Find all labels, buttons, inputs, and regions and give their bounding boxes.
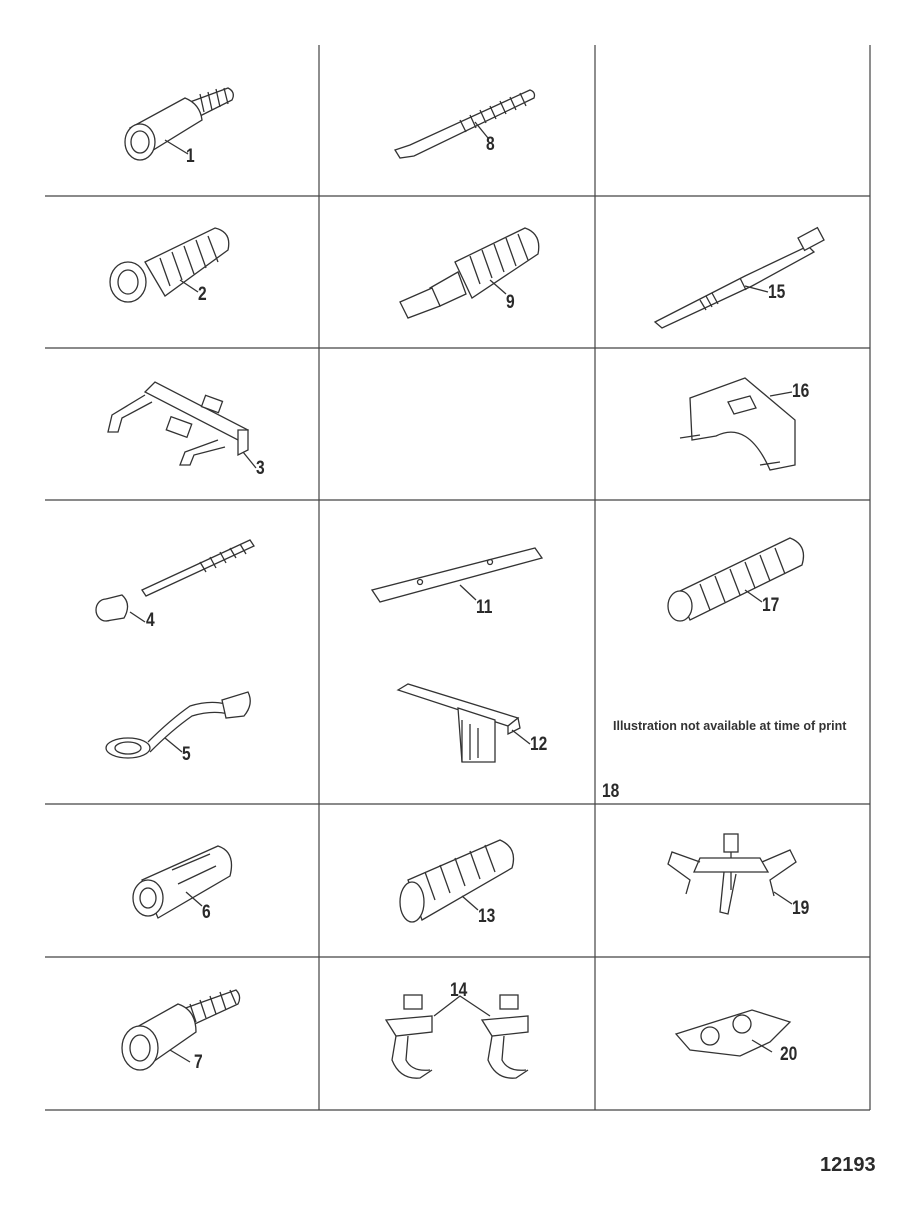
tool-19-drawing (668, 834, 796, 914)
document-number: 12193 (820, 1154, 876, 1176)
item-label-1: 1 (186, 146, 195, 167)
item-label-17: 17 (762, 595, 780, 616)
tool-5-drawing (106, 692, 250, 758)
item-label-6: 6 (202, 902, 211, 923)
tool-2-drawing (110, 228, 229, 302)
tool-12-drawing (398, 684, 530, 762)
item-label-13: 13 (478, 906, 496, 927)
tool-6-drawing (133, 846, 232, 918)
item-label-16: 16 (792, 381, 810, 402)
item-label-18: 18 (602, 781, 620, 802)
tool-4-drawing (96, 540, 254, 622)
tool-1-drawing (125, 88, 233, 160)
tool-11-drawing (372, 548, 542, 602)
item-label-11: 11 (476, 597, 493, 618)
item-label-15: 15 (768, 282, 786, 303)
tool-17-drawing (668, 538, 804, 621)
tool-8-drawing (395, 90, 535, 158)
tool-7-drawing (122, 990, 240, 1070)
item-label-12: 12 (530, 734, 548, 755)
tool-20-drawing (676, 1010, 790, 1056)
unavailable-note: Illustration not available at time of print (613, 719, 847, 733)
tool-16-drawing (680, 378, 795, 470)
item-label-9: 9 (506, 292, 515, 313)
tool-15-drawing (655, 228, 824, 328)
item-label-19: 19 (792, 898, 810, 919)
item-label-20: 20 (780, 1044, 798, 1065)
item-label-7: 7 (194, 1052, 203, 1073)
item-label-5: 5 (182, 744, 191, 765)
item-label-14: 14 (450, 980, 468, 1001)
tool-14-drawing (386, 995, 528, 1078)
tool-3-drawing (108, 382, 256, 468)
item-label-3: 3 (256, 458, 265, 479)
tool-13-drawing (400, 840, 514, 922)
item-label-4: 4 (146, 610, 155, 631)
item-label-8: 8 (486, 134, 495, 155)
tool-9-drawing (400, 228, 539, 318)
item-label-2: 2 (198, 284, 207, 305)
